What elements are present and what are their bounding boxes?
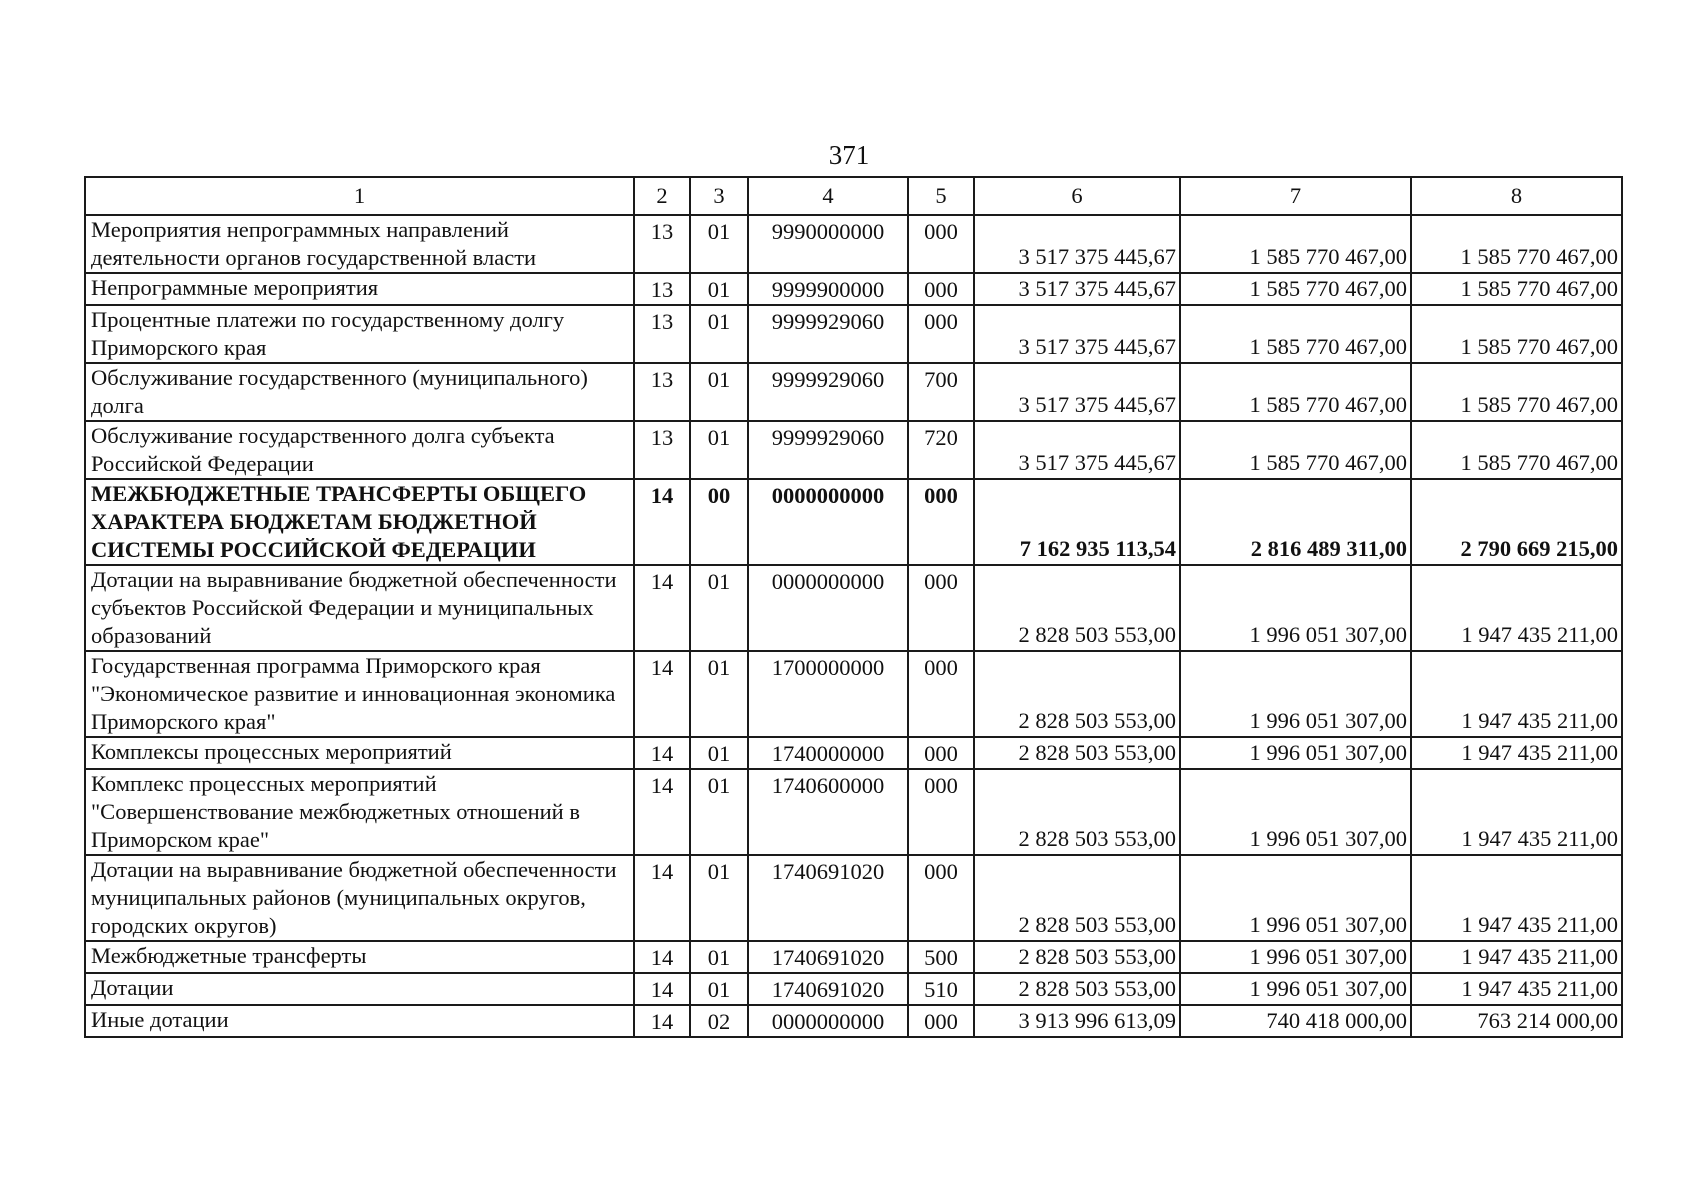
row-amount-col6: 3 517 375 445,67 <box>974 273 1180 305</box>
row-amount-col8: 1 947 435 211,00 <box>1411 651 1622 737</box>
row-code-target: 9999900000 <box>748 273 908 305</box>
row-code-section: 13 <box>634 421 690 479</box>
row-code-expense-type: 000 <box>908 651 974 737</box>
budget-table <box>84 176 1623 1038</box>
row-name-cell: Дотации на выравнивание бюджетной обеспеченности субъектов Российской Федерации и муниципальных образований <box>85 565 634 651</box>
row-amount-col6: 2 828 503 553,00 <box>974 941 1180 973</box>
row-amount-col6: 3 517 375 445,67 <box>974 305 1180 363</box>
row-name-cell: Межбюджетные трансферты <box>85 941 634 973</box>
row-code-section: 14 <box>634 737 690 769</box>
row-code-target: 1740691020 <box>748 973 908 1005</box>
table-row <box>85 1005 1622 1037</box>
row-code-section: 14 <box>634 1005 690 1037</box>
row-code-target: 9999929060 <box>748 363 908 421</box>
row-amount-col7: 1 585 770 467,00 <box>1180 421 1411 479</box>
row-code-target: 0000000000 <box>748 1005 908 1037</box>
row-code-target: 1700000000 <box>748 651 908 737</box>
row-code-expense-type: 510 <box>908 973 974 1005</box>
row-code-expense-type: 700 <box>908 363 974 421</box>
row-amount-col7: 1 996 051 307,00 <box>1180 769 1411 855</box>
row-amount-col8: 1 947 435 211,00 <box>1411 737 1622 769</box>
row-amount-col8: 1 947 435 211,00 <box>1411 855 1622 941</box>
row-name-cell: МЕЖБЮДЖЕТНЫЕ ТРАНСФЕРТЫ ОБЩЕГО ХАРАКТЕРА БЮДЖЕТАМ БЮДЖЕТНОЙ СИСТЕМЫ РОССИЙСКОЙ ФЕДЕРАЦИИ <box>85 479 634 565</box>
row-amount-col8: 1 947 435 211,00 <box>1411 565 1622 651</box>
row-code-subsection: 01 <box>690 305 748 363</box>
row-amount-col8: 1 585 770 467,00 <box>1411 215 1622 273</box>
row-code-target: 0000000000 <box>748 479 908 565</box>
row-code-expense-type: 000 <box>908 273 974 305</box>
table-row <box>85 941 1622 973</box>
row-name-cell: Комплекс процессных мероприятий "Совершенствование межбюджетных отношений в Приморском крае" <box>85 769 634 855</box>
row-amount-col7: 1 585 770 467,00 <box>1180 215 1411 273</box>
row-amount-col7: 1 585 770 467,00 <box>1180 273 1411 305</box>
row-code-section: 14 <box>634 479 690 565</box>
row-name-cell: Иные дотации <box>85 1005 634 1037</box>
row-name-cell: Обслуживание государственного (муниципального) долга <box>85 363 634 421</box>
page-number: 371 <box>828 140 870 170</box>
row-amount-col7: 1 996 051 307,00 <box>1180 737 1411 769</box>
row-amount-col8: 1 947 435 211,00 <box>1411 973 1622 1005</box>
row-amount-col6: 3 517 375 445,67 <box>974 215 1180 273</box>
row-code-subsection: 01 <box>690 737 748 769</box>
table-row <box>85 421 1622 479</box>
row-amount-col7: 1 996 051 307,00 <box>1180 941 1411 973</box>
row-code-target: 9999929060 <box>748 421 908 479</box>
table-row <box>85 215 1622 273</box>
row-code-target: 1740691020 <box>748 855 908 941</box>
row-amount-col6: 2 828 503 553,00 <box>974 769 1180 855</box>
row-code-subsection: 01 <box>690 973 748 1005</box>
table-header-row <box>85 177 1622 215</box>
row-code-subsection: 01 <box>690 855 748 941</box>
row-code-section: 14 <box>634 941 690 973</box>
column-header: 1 <box>85 177 634 215</box>
row-amount-col8: 1 585 770 467,00 <box>1411 421 1622 479</box>
row-amount-col7: 1 996 051 307,00 <box>1180 565 1411 651</box>
column-header: 2 <box>634 177 690 215</box>
row-code-subsection: 01 <box>690 651 748 737</box>
row-code-expense-type: 000 <box>908 305 974 363</box>
row-code-target: 9999929060 <box>748 305 908 363</box>
row-name-cell: Непрограммные мероприятия <box>85 273 634 305</box>
row-amount-col7: 1 996 051 307,00 <box>1180 651 1411 737</box>
row-amount-col6: 2 828 503 553,00 <box>974 973 1180 1005</box>
row-name-cell: Мероприятия непрограммных направлений деятельности органов государственной власти <box>85 215 634 273</box>
column-header: 5 <box>908 177 974 215</box>
row-amount-col8: 1 947 435 211,00 <box>1411 941 1622 973</box>
row-amount-col8: 763 214 000,00 <box>1411 1005 1622 1037</box>
row-amount-col6: 2 828 503 553,00 <box>974 855 1180 941</box>
row-amount-col7: 1 996 051 307,00 <box>1180 973 1411 1005</box>
row-amount-col6: 2 828 503 553,00 <box>974 737 1180 769</box>
row-code-expense-type: 720 <box>908 421 974 479</box>
row-amount-col8: 1 947 435 211,00 <box>1411 769 1622 855</box>
row-code-target: 1740000000 <box>748 737 908 769</box>
row-code-expense-type: 500 <box>908 941 974 973</box>
row-code-section: 13 <box>634 273 690 305</box>
row-name-cell: Процентные платежи по государственному долгу Приморского края <box>85 305 634 363</box>
row-amount-col7: 1 585 770 467,00 <box>1180 363 1411 421</box>
column-header: 3 <box>690 177 748 215</box>
row-amount-col7: 1 996 051 307,00 <box>1180 855 1411 941</box>
row-name-cell: Дотации <box>85 973 634 1005</box>
table-row <box>85 565 1622 651</box>
row-amount-col8: 2 790 669 215,00 <box>1411 479 1622 565</box>
row-code-subsection: 01 <box>690 273 748 305</box>
table-row <box>85 651 1622 737</box>
row-amount-col8: 1 585 770 467,00 <box>1411 273 1622 305</box>
table-row <box>85 305 1622 363</box>
table-row <box>85 273 1622 305</box>
row-code-subsection: 01 <box>690 421 748 479</box>
row-amount-col6: 2 828 503 553,00 <box>974 565 1180 651</box>
column-header: 7 <box>1180 177 1411 215</box>
row-code-section: 13 <box>634 215 690 273</box>
row-code-section: 14 <box>634 973 690 1005</box>
row-name-cell: Комплексы процессных мероприятий <box>85 737 634 769</box>
table-row <box>85 363 1622 421</box>
row-code-section: 14 <box>634 769 690 855</box>
table-row <box>85 737 1622 769</box>
row-code-subsection: 01 <box>690 565 748 651</box>
table-row <box>85 769 1622 855</box>
row-code-target: 9990000000 <box>748 215 908 273</box>
table-row <box>85 855 1622 941</box>
row-name-cell: Дотации на выравнивание бюджетной обеспеченности муниципальных районов (муниципальных округов, городских округов) <box>85 855 634 941</box>
row-code-subsection: 01 <box>690 215 748 273</box>
row-code-section: 14 <box>634 855 690 941</box>
row-code-section: 14 <box>634 565 690 651</box>
row-amount-col6: 3 517 375 445,67 <box>974 363 1180 421</box>
row-code-expense-type: 000 <box>908 215 974 273</box>
row-amount-col7: 1 585 770 467,00 <box>1180 305 1411 363</box>
column-header: 4 <box>748 177 908 215</box>
row-code-section: 14 <box>634 651 690 737</box>
row-code-expense-type: 000 <box>908 737 974 769</box>
row-code-expense-type: 000 <box>908 769 974 855</box>
row-name-cell: Обслуживание государственного долга субъекта Российской Федерации <box>85 421 634 479</box>
table-row <box>85 973 1622 1005</box>
row-amount-col8: 1 585 770 467,00 <box>1411 363 1622 421</box>
table-row <box>85 479 1622 565</box>
row-code-subsection: 02 <box>690 1005 748 1037</box>
row-code-target: 0000000000 <box>748 565 908 651</box>
row-code-expense-type: 000 <box>908 855 974 941</box>
row-code-subsection: 01 <box>690 769 748 855</box>
row-amount-col6: 3 913 996 613,09 <box>974 1005 1180 1037</box>
row-amount-col7: 2 816 489 311,00 <box>1180 479 1411 565</box>
row-code-expense-type: 000 <box>908 1005 974 1037</box>
row-code-section: 13 <box>634 305 690 363</box>
column-header: 8 <box>1411 177 1622 215</box>
row-code-section: 13 <box>634 363 690 421</box>
row-amount-col6: 3 517 375 445,67 <box>974 421 1180 479</box>
row-amount-col7: 740 418 000,00 <box>1180 1005 1411 1037</box>
row-code-expense-type: 000 <box>908 565 974 651</box>
row-code-subsection: 01 <box>690 363 748 421</box>
row-code-expense-type: 000 <box>908 479 974 565</box>
row-code-target: 1740600000 <box>748 769 908 855</box>
row-amount-col6: 2 828 503 553,00 <box>974 651 1180 737</box>
row-code-subsection: 01 <box>690 941 748 973</box>
row-code-target: 1740691020 <box>748 941 908 973</box>
row-amount-col8: 1 585 770 467,00 <box>1411 305 1622 363</box>
row-amount-col6: 7 162 935 113,54 <box>974 479 1180 565</box>
row-code-subsection: 00 <box>690 479 748 565</box>
column-header: 6 <box>974 177 1180 215</box>
row-name-cell: Государственная программа Приморского края "Экономическое развитие и инновационная экономика Приморского края" <box>85 651 634 737</box>
